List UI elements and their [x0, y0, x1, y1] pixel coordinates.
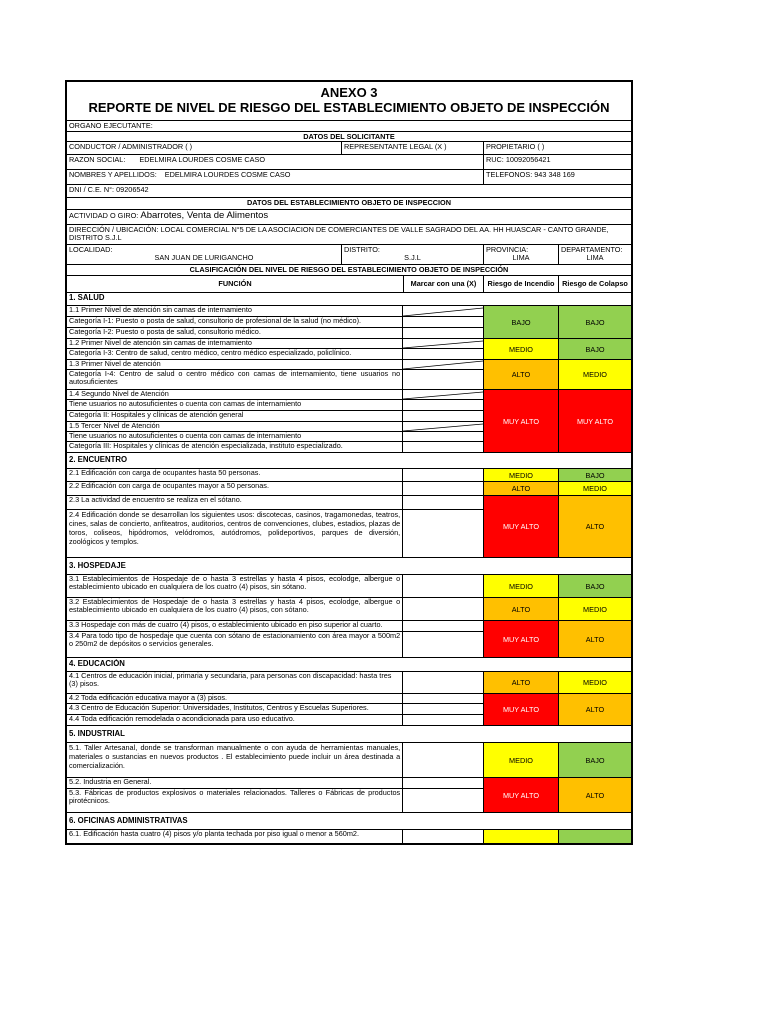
- section-industrial: [67, 743, 631, 813]
- direccion-value: DIRECCIÓN / UBICACIÓN: LOCAL COMERCIAL N°5 DE LA ASOCIACION DE COMERCIANTES DE VALLE SAGRADO DEL AA. HH HUASCAR - CANTO GRANDE, DISTRITO S.J.L: [69, 225, 609, 243]
- industrial-row: 5.1. Taller Artesanal, donde se transforman manualmente o con ayuda de herramientas manuales, materiales o sustancias en nuevos productos . El establecimiento puede incluir un área destinada a comercialización.: [67, 743, 403, 777]
- risk-colapso: MEDIO: [559, 672, 631, 694]
- risk-incendio: BAJO: [484, 306, 558, 339]
- ruc-value: RUC: 10092056421: [486, 155, 551, 164]
- risk-colapso: BAJO: [559, 469, 631, 482]
- hospedaje-row: 3.2 Establecimientos de Hospedaje de o hasta 3 estrellas y hasta 4 pisos, ecolodge, albergue o establecimiento ubicado en cualquiera de los cuatro (4) pisos, con sótano.: [67, 598, 403, 620]
- mark-cell[interactable]: [403, 328, 483, 338]
- organo-row: [67, 121, 631, 132]
- hospedaje-row: 3.1 Establecimientos de Hospedaje de o hasta 3 estrellas y hasta 4 pisos, ecolodge, albergue o establecimiento ubicado en cualquiera de los cuatro (4) pisos, sin sótano.: [67, 575, 403, 597]
- risk-colapso: BAJO: [559, 306, 631, 339]
- educacion-row: 4.1 Centros de educación inicial, primaria y secundaria, para personas con discapacidad: hasta tres (3) pisos.: [67, 672, 403, 693]
- report-title: [67, 82, 631, 121]
- provincia-label: PROVINCIA:: [486, 245, 529, 254]
- salud-row: Tiene usuarios no autosuficientes o cuenta con camas de internamiento: [67, 432, 403, 441]
- actividad-label: ACTIVIDAD O GIRO:: [69, 211, 139, 220]
- salud-row: Categoría I-2: Puesto o posta de salud, consultorio médico.: [67, 328, 403, 338]
- salud-row: Categoría I-4: Centro de salud o centro médico con camas de internamiento, tiene usuarios no autosuficientes: [67, 370, 403, 389]
- slash-mark: [403, 422, 483, 432]
- razon-label: RAZON SOCIAL:: [69, 155, 126, 164]
- risk-colapso: ALTO: [559, 778, 631, 812]
- localidad-label: LOCALIDAD:: [69, 245, 113, 254]
- encuentro-row: 2.1 Edificación con carga de ocupantes hasta 50 personas.: [67, 469, 403, 481]
- slash-mark: [403, 339, 483, 349]
- section-educacion-title: 4. EDUCACIÓN: [67, 658, 631, 672]
- mark-cell[interactable]: [403, 370, 483, 389]
- oficinas-row: 6.1. Edificación hasta cuatro (4) pisos y/o planta techada por piso igual o menor a 560m2.: [67, 830, 403, 843]
- solicitante-header: DATOS DEL SOLICITANTE: [67, 132, 631, 142]
- section-hospedaje: [67, 575, 631, 658]
- nombres-row: [67, 170, 631, 185]
- salud-row: Categoría I-3: Centro de salud, centro médico, centro médico especializado, policlínico.: [67, 349, 403, 359]
- mark-cell[interactable]: [403, 743, 483, 777]
- salud-row: 1.3 Primer Nivel de atención: [67, 360, 403, 369]
- mark-cell[interactable]: [403, 715, 483, 725]
- salud-row: 1.4 Segundo Nivel de Atención: [67, 390, 403, 399]
- risk-incendio: MEDIO: [484, 469, 558, 482]
- section-oficinas: [67, 830, 631, 843]
- slash-mark: [403, 360, 483, 370]
- educacion-row: 4.4 Toda edificación remodelada o acondicionada para uso educativo.: [67, 715, 403, 725]
- col-funcion: FUNCIÓN: [67, 276, 404, 292]
- salud-row: Categoría II: Hospitales y clínicas de atención general: [67, 411, 403, 421]
- section-oficinas-title: 6. OFICINAS ADMINISTRATIVAS: [67, 813, 631, 830]
- salud-row: Categoría I-1: Puesto o posta de salud, consultorio de profesional de la salud (no médico).: [67, 317, 403, 327]
- risk-incendio: MEDIO: [484, 339, 558, 360]
- mark-cell[interactable]: [403, 830, 483, 843]
- mark-cell[interactable]: [403, 694, 483, 703]
- risk-incendio: ALTO: [484, 360, 558, 390]
- col-incendio: Riesgo de Incendio: [484, 276, 559, 292]
- mark-cell[interactable]: [403, 621, 483, 631]
- section-hospedaje-title: 3. HOSPEDAJE: [67, 558, 631, 575]
- risk-colapso: ALTO: [559, 496, 631, 557]
- risk-incendio: MUY ALTO: [484, 621, 558, 657]
- mark-cell[interactable]: [403, 672, 483, 693]
- industrial-row: 5.3. Fábricas de productos explosivos o materiales relacionados. Talleres o Fábricas de productos pirotécnicos.: [67, 789, 403, 812]
- mark-cell[interactable]: [403, 422, 483, 431]
- mark-cell[interactable]: [403, 411, 483, 421]
- representante-checkbox[interactable]: REPRESENTANTE LEGAL (X ): [342, 142, 484, 154]
- solicitante-role-row: [67, 142, 631, 155]
- section-encuentro-title: 2. ENCUENTRO: [67, 453, 631, 469]
- dni-row: [67, 185, 631, 198]
- conductor-checkbox[interactable]: CONDUCTOR / ADMINISTRADOR ( ): [67, 142, 342, 154]
- mark-cell[interactable]: [403, 349, 483, 359]
- educacion-row: 4.2 Toda edificación educativa mayor a (3) pisos.: [67, 694, 403, 703]
- mark-cell[interactable]: [403, 496, 483, 509]
- section-encuentro: [67, 469, 631, 558]
- report-heading: REPORTE DE NIVEL DE RIESGO DEL ESTABLECIMIENTO OBJETO DE INSPECCIÓN: [88, 100, 610, 115]
- risk-colapso: ALTO: [559, 621, 631, 657]
- salud-row: 1.2 Primer Nivel de atención sin camas de internamiento: [67, 339, 403, 348]
- mark-cell[interactable]: [403, 510, 483, 557]
- direccion-row: [67, 225, 631, 245]
- risk-colapso: MEDIO: [559, 598, 631, 621]
- risk-colapso: MUY ALTO: [559, 390, 631, 452]
- slash-mark: [403, 306, 483, 317]
- risk-incendio: [484, 830, 558, 843]
- nombres-value: EDELMIRA LOURDES COSME CASO: [164, 170, 291, 179]
- propietario-checkbox[interactable]: PROPIETARIO ( ): [486, 142, 545, 151]
- mark-cell[interactable]: [403, 598, 483, 620]
- dni-value: DNI / C.E. N°: 09206542: [69, 185, 149, 194]
- nombres-label: NOMBRES Y APELLIDOS:: [69, 170, 157, 179]
- distrito-label: DISTRITO:: [344, 245, 380, 254]
- mark-cell[interactable]: [403, 306, 483, 316]
- departamento-value: LIMA: [586, 253, 604, 263]
- risk-colapso: [559, 830, 631, 843]
- razon-row: [67, 155, 631, 170]
- risk-colapso: MEDIO: [559, 482, 631, 496]
- risk-colapso: ALTO: [559, 694, 631, 725]
- risk-colapso: BAJO: [559, 575, 631, 598]
- mark-cell[interactable]: [403, 632, 483, 657]
- encuentro-row: 2.4 Edificación donde se desarrollan los siguientes usos: discotecas, casinos, tragamonedas, teatros, cines, salas de concierto, anfiteatros, auditorios, centros de convenciones, clubes, estadios, plazas de toros, coliseos, hipódromos, velódromos, autódromos, polideportivos, parques de diversión, zoológicos y templos.: [67, 510, 403, 557]
- col-marcar: Marcar con una (X): [404, 276, 484, 292]
- mark-cell[interactable]: [403, 317, 483, 327]
- salud-row: Tiene usuarios no autosuficientes o cuenta con camas de internamiento: [67, 400, 403, 410]
- risk-incendio: MUY ALTO: [484, 694, 558, 725]
- risk-incendio: MEDIO: [484, 743, 558, 778]
- risk-colapso: BAJO: [559, 743, 631, 778]
- telefonos-value: TELEFONOS: 943 348 169: [486, 170, 575, 179]
- mark-cell[interactable]: [403, 432, 483, 441]
- localidad-value: SAN JUAN DE LURIGANCHO: [154, 253, 254, 263]
- actividad-row: [67, 210, 631, 225]
- distrito-value: S.J.L: [404, 253, 421, 263]
- encuentro-row: 2.2 Edificación con carga de ocupantes mayor a 50 personas.: [67, 482, 403, 495]
- risk-incendio: ALTO: [484, 482, 558, 496]
- risk-incendio: ALTO: [484, 672, 558, 694]
- mark-cell[interactable]: [403, 482, 483, 495]
- hospedaje-row: 3.3 Hospedaje con más de cuatro (4) pisos, o establecimiento ubicado en piso superior al cuarto.: [67, 621, 403, 631]
- establecimiento-header: DATOS DEL ESTABLECIMIENTO OBJETO DE INSPECCION: [67, 198, 631, 210]
- mark-cell[interactable]: [403, 390, 483, 399]
- risk-colapso: BAJO: [559, 339, 631, 360]
- section-salud: [67, 306, 631, 453]
- razon-value: EDELMIRA LOURDES COSME CASO: [139, 155, 266, 164]
- risk-incendio: MUY ALTO: [484, 778, 558, 812]
- encuentro-row: 2.3 La actividad de encuentro se realiza en el sótano.: [67, 496, 403, 509]
- col-colapso: Riesgo de Colapso: [562, 278, 628, 288]
- risk-incendio: MUY ALTO: [484, 390, 558, 452]
- actividad-value: Abarrotes, Venta de Alimentos: [140, 210, 269, 221]
- mark-cell[interactable]: [403, 704, 483, 714]
- educacion-row: 4.3 Centro de Educación Superior: Universidades, Institutos, Centros y Escuelas Superiores.: [67, 704, 403, 714]
- departamento-label: DEPARTAMENTO:: [561, 245, 623, 254]
- risk-incendio: ALTO: [484, 598, 558, 621]
- section-educacion: [67, 672, 631, 726]
- salud-row: 1.1 Primer Nivel de atención sin camas de internamiento: [67, 306, 403, 316]
- mark-cell[interactable]: [403, 789, 483, 812]
- salud-row: Categoría III: Hospitales y clínicas de atención especializada, instituto especializado.: [67, 442, 403, 452]
- mark-cell[interactable]: [403, 400, 483, 410]
- organo-label: ORGANO EJECUTANTE:: [69, 121, 153, 130]
- mark-cell[interactable]: [403, 339, 483, 348]
- risk-incendio: MEDIO: [484, 575, 558, 598]
- hospedaje-row: 3.4 Para todo tipo de hospedaje que cuenta con sótano de estacionamiento con área mayor a 500m2 o 250m2 de depósitos o servicios generales.: [67, 632, 403, 657]
- localidad-row: [67, 245, 631, 265]
- report-sheet: [65, 80, 633, 845]
- risk-colapso: MEDIO: [559, 360, 631, 390]
- mark-cell[interactable]: [403, 575, 483, 597]
- annex-title: ANEXO 3: [320, 85, 378, 100]
- clasificacion-header: CLASIFICACIÓN DEL NIVEL DE RIESGO DEL ESTABLECIMIENTO OBJETO DE INSPECCIÓN: [67, 265, 631, 276]
- slash-mark: [403, 390, 483, 400]
- mark-cell[interactable]: [403, 442, 483, 452]
- section-industrial-title: 5. INDUSTRIAL: [67, 726, 631, 743]
- mark-cell[interactable]: [403, 360, 483, 369]
- provincia-value: LIMA: [512, 253, 530, 263]
- mark-cell[interactable]: [403, 778, 483, 788]
- mark-cell[interactable]: [403, 469, 483, 481]
- risk-incendio: MUY ALTO: [484, 496, 558, 557]
- industrial-row: 5.2. Industria en General.: [67, 778, 403, 788]
- clasificacion-columns: [67, 276, 631, 293]
- salud-row: 1.5 Tercer Nivel de Atención: [67, 422, 403, 431]
- section-salud-title: 1. SALUD: [67, 293, 631, 306]
